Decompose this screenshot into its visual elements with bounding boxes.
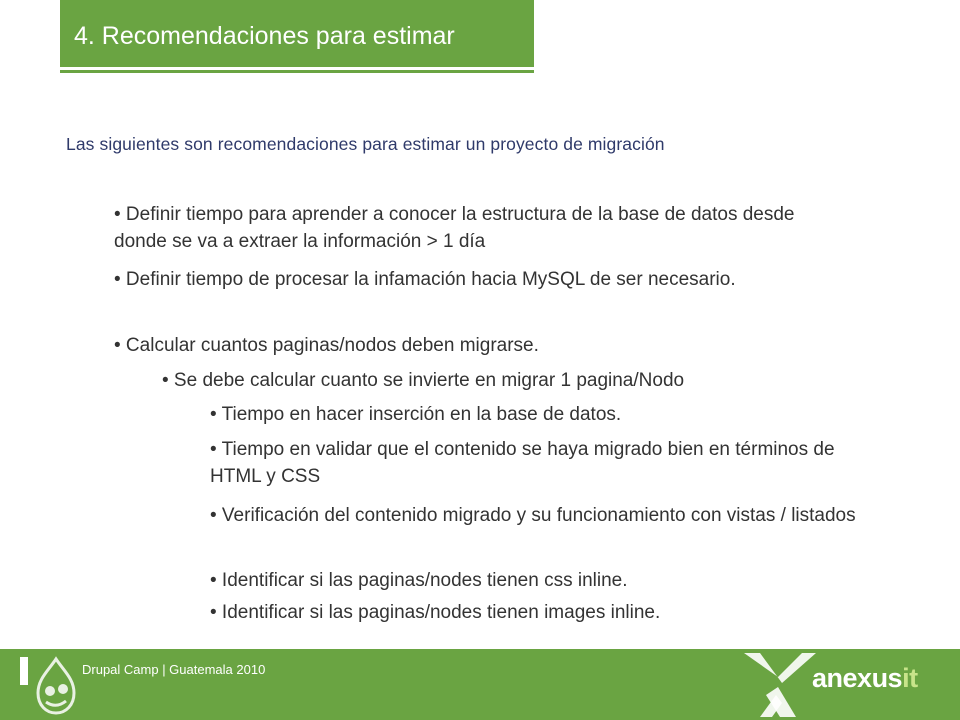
drupal-drop-icon (34, 655, 78, 717)
slide-title: 4. Recomendaciones para estimar (74, 22, 455, 50)
bullet-item: • Identificar si las paginas/nodes tienen images inline. (210, 602, 661, 623)
bullet-item: • Tiempo en hacer inserción en la base de datos. (210, 404, 622, 425)
slide-title-box (60, 0, 534, 67)
footer-event-text: Drupal Camp | Guatemala 2010 (82, 662, 266, 677)
brand-ane: ane (812, 663, 858, 693)
brand-it: it (902, 663, 918, 693)
bullet-item: • Verificación del contenido migrado y su funcionamiento con vistas / listados (210, 505, 856, 526)
bullet-item: • Calcular cuantos paginas/nodos deben migrarse. (114, 335, 539, 356)
footer-bar (0, 649, 960, 720)
bullet-item: • Definir tiempo para aprender a conocer la estructura de la base de datos desde donde se va a extraer la información > 1 día (114, 204, 795, 252)
footer-vertical-bar (20, 657, 28, 685)
brand-x: x (857, 663, 872, 693)
intro-text: Las siguientes son recomendaciones para estimar un proyecto de migración (66, 134, 665, 154)
brand-us: us (871, 663, 903, 693)
bullet-item: • Identificar si las paginas/nodes tienen css inline. (210, 570, 628, 591)
anexusit-logo (812, 663, 918, 694)
bullet-item: • Tiempo en validar que el contenido se haya migrado bien en términos de HTML y CSS (210, 439, 835, 487)
title-underline (60, 70, 534, 73)
x-mark-icon (740, 651, 820, 719)
bullet-item: • Definir tiempo de procesar la infamación hacia MySQL de ser necesario. (114, 269, 736, 290)
bullet-item: • Se debe calcular cuanto se invierte en migrar 1 pagina/Nodo (162, 370, 685, 391)
